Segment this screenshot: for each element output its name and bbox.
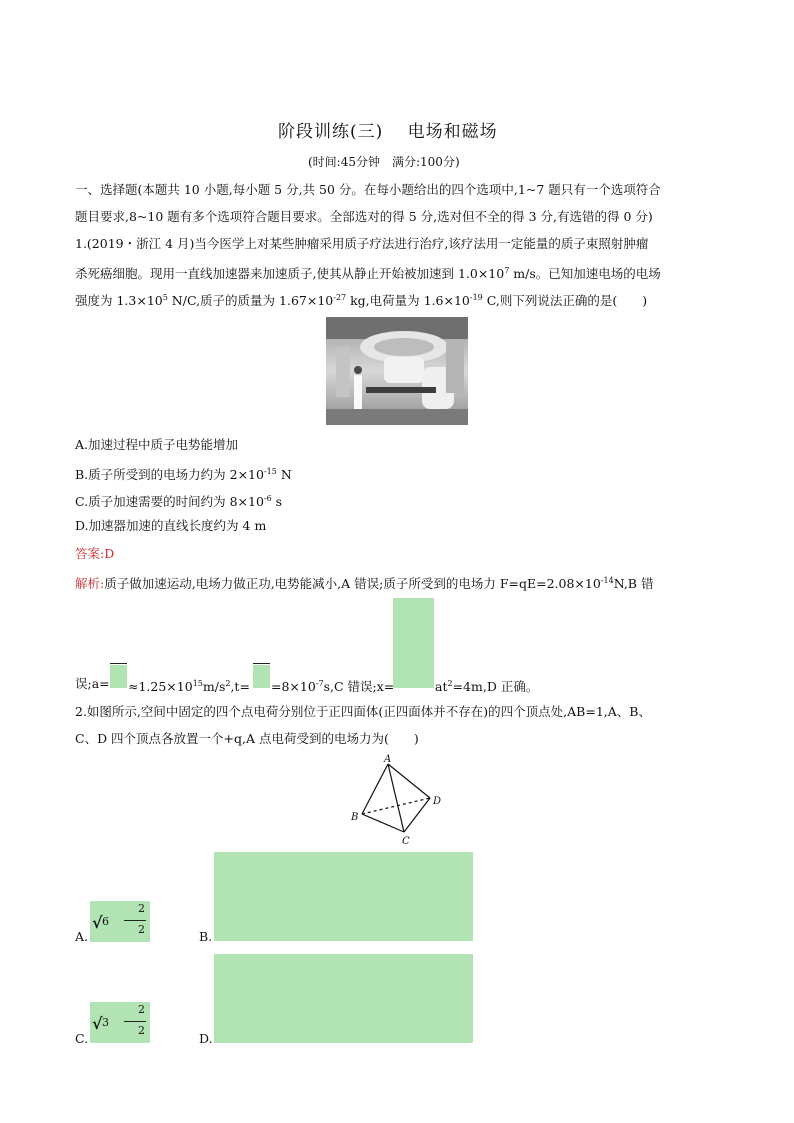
question-1-line3: 强度为 $1.3\times 10^5$ N/C,质子的质量为 $1.67\times 10^{-27}$ kg,电荷量为 $1.6\times 10^{-19}$ C,则下列说法正确的是( ) [75,293,648,308]
question-1-answer: 答案:D [75,546,115,561]
page-title: 阶段训练(三) 电场和磁场 [278,122,498,142]
analysis-line2-part3: $=8\times 10^{-7}s,C$ 错误;x= [271,679,395,694]
question-2-option-c-label: C. [75,1031,89,1046]
fraction-bar-a [110,663,127,664]
analysis-line2-part1: 误;a= [75,676,110,691]
section-instructions-line2: 题目要求,8~10 题有多个选项符合题目要求。全部选对的得 5 分,选对但不全的得 3 分,有选错的得 0 分) [75,209,653,224]
sqrt-icon: √ [92,1014,103,1033]
vertex-label-a: A [384,754,392,765]
question-1-option-b: B.质子所受到的电场力约为 $2\times 10^{-15}$ N [75,467,292,482]
question-2-option-b-label: B. [199,929,213,944]
question-2-option-d-formula-placeholder [214,954,473,1043]
question-2-option-d-label: D. [199,1031,213,1046]
fraction-bar-t [253,663,270,664]
tetrahedron-figure [348,754,448,848]
section-instructions-line1: 一、选择题(本题共 10 小题,每小题 5 分,共 50 分。在每小题给出的四个选项中,1~7 题只有一个选项符合 [75,182,661,197]
formula-image-placeholder-t [253,665,270,688]
analysis-line2-part2: $\approx 1.25\times 10^{15}m/s^2,t=$ [128,679,250,694]
question-1-option-c: C.质子加速需要的时间约为 $8\times 10^{-6}$ s [75,494,283,509]
question-2-line1: 2.如图所示,空间中固定的四个点电荷分别位于正四面体(正四面体并不存在)的四个顶点处,AB=1,A、B、 [75,704,651,719]
question-2-line2: C、D 四个顶点各放置一个+q,A 点电荷受到的电场力为( ) [75,731,419,746]
vertex-label-d: D [433,796,442,807]
analysis-line2-part4: $at^2=4m,D$ 正确。 [435,679,539,694]
question-1-line2: 杀死癌细胞。现用一直线加速器来加速质子,使其从静止开始被加速到 $1.0\times 10^7$ m/s。已知加速电场的电场 [75,266,661,281]
vertex-label-c: C [402,836,410,847]
sqrt-icon: √ [92,913,103,932]
vertex-label-b: B [351,812,359,823]
question-1-line1: 1.(2019・浙江 4 月)当今医学上对某些肿瘤采用质子疗法进行治疗,该疗法用一定能量的质子束照射肿瘤 [75,236,649,251]
page-subtitle: (时间:45分钟 满分:100分) [308,155,460,169]
question-1-option-a: A.加速过程中质子电势能增加 [75,437,239,452]
formula-image-placeholder-x [393,598,434,688]
question-2-option-b-formula-placeholder [214,852,473,941]
question-1-option-d: D.加速器加速的直线长度约为 4 m [75,518,267,533]
formula-image-placeholder-a [110,665,127,688]
question-2-option-a-label: A. [75,929,89,944]
proton-therapy-photo [326,317,468,425]
question-2-option-a-formula: √ 6 2 2 [90,901,150,942]
question-2-option-c-formula: √ 3 2 2 [90,1002,150,1043]
question-1-analysis-line1: 解析:质子做加速运动,电场力做正功,电势能减小,A 错误;质子所受到的电场力 $F=qE=2.08\times 10^{-14}N,B$ 错 [75,576,654,591]
